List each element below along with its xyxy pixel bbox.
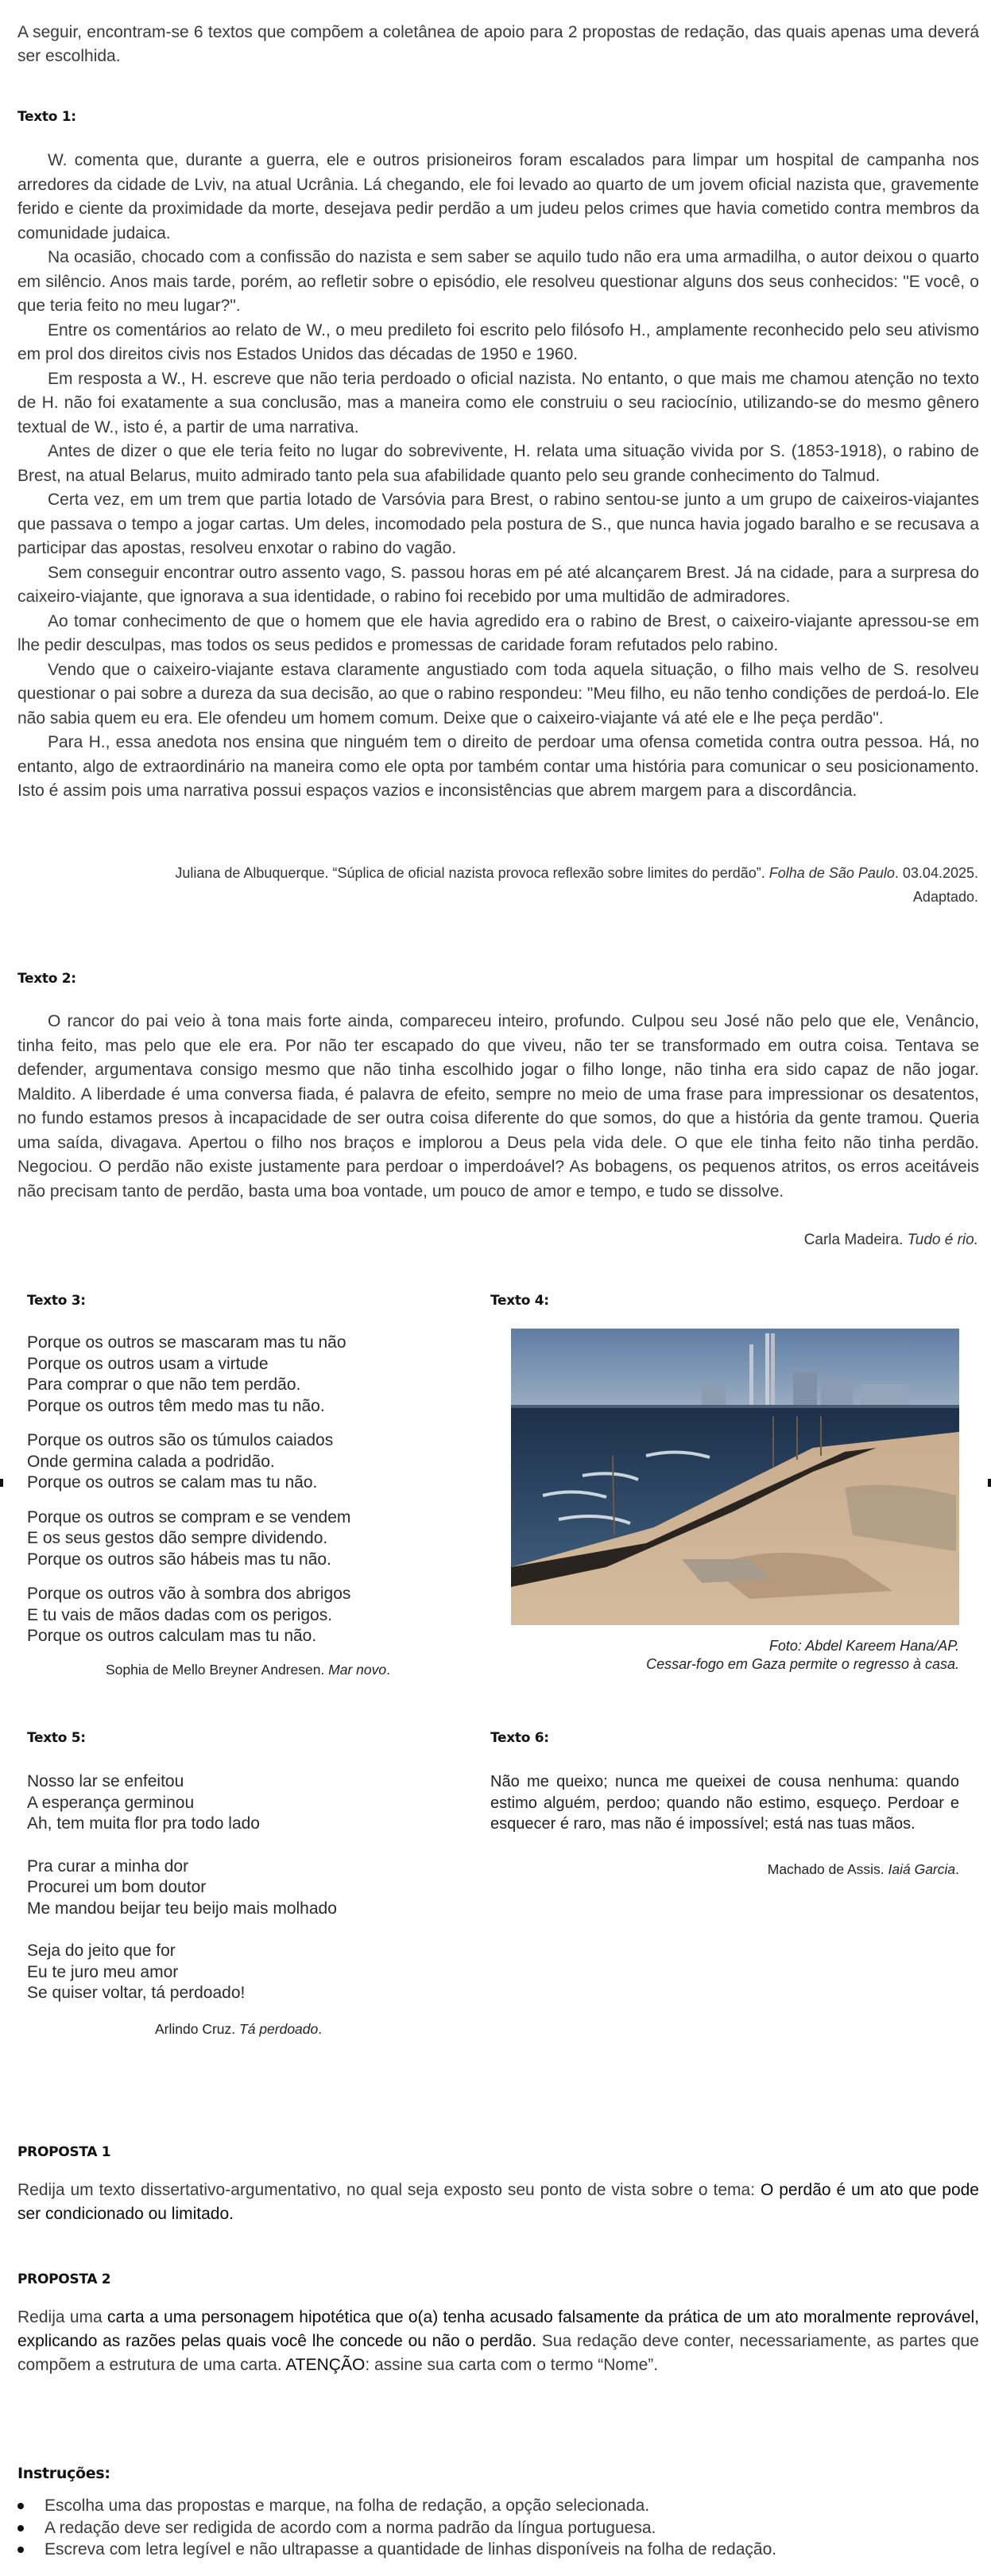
instrucoes-item-text: Escolha uma das propostas e marque, na folha de redação, a opção selecionada. [45, 2496, 650, 2515]
gaza-photo [511, 1329, 959, 1625]
proposta2-task: carta a uma personagem hipotética que o(a) tenha acusado falsamente da prática de um ato moralmente reprovável, explicando as razões pelas quais você lhe concede ou não o perdão. [17, 2308, 979, 2350]
texto2-source-author: Carla Madeira. [803, 1232, 908, 1248]
texto1-paragraph: Antes de dizer o que ele teria feito no lugar do sobrevivente, H. relata uma situação vivida por S. (1853-1918), o rabino de Brest, na atual Belarus, muito admirado tanto pela sua afabilidade quanto pelo seu grande conhecimento do Talmud. [17, 442, 979, 485]
poem-line: Porque os outros usam a virtude [27, 1354, 269, 1373]
texto3-source-author: Sophia de Mello Breyner Andresen. [106, 1662, 329, 1678]
texto6-source-end: . [955, 1861, 959, 1877]
texto1-paragraph: Entre os comentários ao relato de W., o meu predileto foi escrito pelo filósofo H., amplamente reconhecido pelo seu ativismo em prol dos direitos civis nos Estados Unidos das décadas de 1950 e 1960. [17, 320, 979, 363]
texto3-source [106, 1662, 390, 1678]
poem-line: Ah, tem muita flor pra todo lado [27, 1814, 260, 1833]
poem-line: Porque os outros se compram e se vendem [27, 1507, 351, 1527]
bullet-icon [17, 2547, 24, 2553]
texto4-heading: Texto 4: [490, 1293, 549, 1309]
texto4-caption [514, 1637, 959, 1674]
poem-line: Onde germina calada a podridão. [27, 1452, 275, 1471]
texto6-heading: Texto 6: [490, 1730, 549, 1746]
proposta2-part2: Sua redação deve conter, necessariamente, as partes que compõem a estrutura de uma carta. [17, 2332, 979, 2374]
texto1-source-publication: Folha de São Paulo [768, 865, 895, 881]
intro-text: A seguir, encontram-se 6 textos que compõem a coletânea de apoio para 2 propostas de redação, das quais apenas uma deverá ser escolhida. [17, 23, 979, 65]
poem-line: E os seus gestos dão sempre dividendo. [27, 1529, 328, 1547]
texto1-body [17, 149, 979, 804]
texto6-source [768, 1861, 959, 1878]
texto1-paragraph: Na ocasião, chocado com a confissão do nazista e sem saber se aquilo tudo não era uma armadilha, o autor deixou o quarto em silêncio. Anos mais tarde, porém, ao refletir sobre o episódio, ele resolveu questionar alguns dos seus conhecidos: "E você, o que teria feito no meu lugar?". [17, 248, 979, 315]
poem-line: Eu te juro meu amor [27, 1962, 179, 1981]
instrucoes-item [17, 2495, 776, 2517]
texto3-source-end: . [386, 1662, 390, 1678]
texto4-photo-credit: Foto: Abdel Kareem Hana/AP. [768, 1638, 959, 1654]
poem-line: Nosso lar se enfeitou [27, 1772, 184, 1790]
proposta2-heading: PROPOSTA 2 [17, 2271, 111, 2287]
poem-line: Porque os outros vão à sombra dos abrigos [27, 1585, 351, 1603]
proposta2-part3: : assine sua carta com o termo “Nome”. [365, 2356, 659, 2374]
texto3-source-work: Mar novo [328, 1662, 387, 1678]
texto1-paragraph: Para H., essa anedota nos ensina que ninguém tem o direito de perdoar uma ofensa cometida contra outra pessoa. Há, no entanto, algo de extraordinário na maneira como ele opta por também contar uma história para comunicar o seu posicionamento. Isto é assim pois uma narrativa possui espaços vazios e inconsistências que abrem margem para a discordância. [17, 733, 979, 800]
texto2-paragraph: O rancor do pai veio à tona mais forte ainda, compareceu inteiro, profundo. Culpou seu José não pelo que ele, Venâncio, tinha feito, mas pelo que ele era. Por não ter escapado do que viveu, não ter se transformado em outra coisa. Tentava se defender, argumentava consigo mesmo que não tinha escolhido jogar o filho longe, não tinha era sido capaz de não jogar. Maldito. A liberdade é uma conversa fiada, é palavra de efeito, sempre no meio de uma frase para impressionar os desatentos, no fundo estamos presos à incapacidade de ser outra coisa diferente do que somos, do que a história da gente tramou. Queria uma saída, divagava. Apertou o filho nos braços e implorou a Deus pela vida dele. O que ele tinha feito não tinha perdão. Negociou. O perdão não existe justamente para perdoar o imperdoável? As bobagens, os pequenos atritos, os erros aceitáveis não precisam tanto de perdão, basta uma boa vontade, um pouco de amor e tempo, e tudo se dissolve. [17, 1012, 979, 1201]
texto1-paragraph: Em resposta a W., H. escreve que não teria perdoado o oficial nazista. No entanto, o que mais me chamou atenção no texto de H. não foi exatamente a sua conclusão, mas a maneira como ele construiu o seu raciocínio, utilizando-se do mesmo gênero textual de W., isto é, a partir de uma narrativa. [17, 369, 979, 436]
texto3-poem [27, 1333, 350, 1661]
instrucoes-item [17, 2517, 776, 2539]
texto5-source-end: . [318, 2021, 323, 2037]
texto3-heading: Texto 3: [27, 1293, 86, 1309]
proposta1-heading: PROPOSTA 1 [17, 2144, 111, 2160]
page-edge-mark [988, 1479, 991, 1487]
poem-line: Me mandou beijar teu beijo mais molhado [27, 1899, 337, 1918]
poem-stanza [27, 1584, 350, 1647]
poem-line: Porque os outros são hábeis mas tu não. [27, 1550, 331, 1569]
texto1-source-note: Adaptado. [912, 889, 978, 905]
poem-line: A esperança germinou [27, 1793, 195, 1812]
poem-line: Porque os outros se calam mas tu não. [27, 1473, 318, 1492]
texto1-paragraph: Vendo que o caixeiro-viajante estava claramente angustiado com toda aquela situação, o filho mais velho de S. resolveu questionar o pai sobre a dureza da sua decisão, ao que o rabino respondeu: "Meu filho, eu não tenho condições de perdoá-lo. Ele não sabia quem eu era. Ele ofendeu um homem comum. Deixe que o caixeiro-viajante vá até ele e lhe peça perdão". [17, 660, 979, 727]
poem-stanza [27, 1333, 350, 1417]
proposta1-theme: O perdão é um ato que pode ser condicionado ou limitado. [17, 2181, 979, 2223]
texto2-heading: Texto 2: [17, 971, 76, 987]
instrucoes-item-text: A redação deve ser redigida de acordo com a norma padrão da língua portuguesa. [45, 2518, 656, 2537]
texto1-paragraph: Certa vez, em um trem que partia lotado de Varsóvia para Brest, o rabino sentou-se junto a um grupo de caixeiros-viajantes que passava o tempo a jogar cartas. Um deles, incomodado pela postura de S., que nunca havia jogado baralho e se recusava a participar das apostas, resolveu enxotar o rabino do vagão. [17, 491, 979, 557]
poem-line: Porque os outros calculam mas tu não. [27, 1627, 317, 1645]
texto1-source-date: . 03.04.2025. [894, 865, 978, 881]
instrucoes-item-text: Escreva com letra legível e não ultrapasse a quantidade de linhas disponíveis na folha de redação. [45, 2540, 777, 2559]
poem-line: Se quiser voltar, tá perdoado! [27, 1984, 246, 2002]
poem-line: Porque os outros têm medo mas tu não. [27, 1396, 325, 1415]
texto1-source-author: Juliana de Albuquerque. “Súplica de oficial nazista provoca reflexão sobre limites do perdão”. [175, 865, 769, 881]
poem-stanza [27, 1771, 337, 1835]
texto1-paragraph: Ao tomar conhecimento de que o homem que ele havia agredido era o rabino de Brest, o caixeiro-viajante apressou-se em lhe pedir desculpas, mas todos os seus pedidos e promessas de caridade foram refutados pelo rabino. [17, 611, 979, 654]
poem-line: Seja do jeito que for [27, 1942, 176, 1960]
poem-line: Pra curar a minha dor [27, 1856, 189, 1876]
page-edge-mark [0, 1479, 3, 1487]
texto2-body [17, 1010, 979, 1204]
texto1-heading: Texto 1: [17, 109, 76, 125]
proposta2-text [17, 2306, 979, 2377]
poem-line: Procurei um bom doutor [27, 1878, 207, 1896]
texto1-paragraph: W. comenta que, durante a guerra, ele e outros prisioneiros foram escalados para limpar um hospital de campanha nos arredores da cidade de Lviv, na atual Ucrânia. Lá chegando, ele foi levado ao quarto de um jovem oficial nazista que, gravemente ferido e ciente da proximidade da morte, desejava pedir perdão a um judeu pelos crimes que havia cometido contra membros da comunidade judaica. [17, 151, 979, 242]
texto6-body: Não me queixo; nunca me queixei de cousa nenhuma: quando estimo alguém, perdoo; quando não estimo, esqueço. Perdoar e esquecer é raro, mas não é impossível; está nas tuas mãos. [490, 1773, 959, 1833]
proposta2-attention: ATENÇÃO [285, 2356, 366, 2374]
poem-stanza [27, 1430, 350, 1494]
instrucoes-list [17, 2495, 776, 2561]
instrucoes-item [17, 2539, 776, 2561]
poem-line: Porque os outros se mascaram mas tu não [27, 1333, 346, 1352]
proposta2-part1: Redija uma [17, 2308, 108, 2326]
gaza-photo-illustration [511, 1329, 959, 1625]
bullet-icon [17, 2503, 24, 2509]
poem-line: Para comprar o que não tem perdão. [27, 1375, 301, 1394]
texto2-source [64, 1228, 978, 1252]
texto5-source [155, 2021, 322, 2038]
poem-stanza [27, 1856, 337, 1920]
poem-stanza [27, 1507, 350, 1571]
proposta1-instruction: Redija um texto dissertativo-argumentativo, no qual seja exposto seu ponto de vista sobre o tema: [17, 2181, 761, 2199]
texto5-poem [27, 1771, 337, 2018]
texto6-source-author: Machado de Assis. [767, 1861, 888, 1877]
texto5-heading: Texto 5: [27, 1730, 86, 1746]
texto1-paragraph: Sem conseguir encontrar outro assento vago, S. passou horas em pé até alcançarem Brest. Já na cidade, para a surpresa do caixeiro-viajante, que ignorava a sua identidade, o rabino foi recebido por uma multidão de admiradores. [17, 563, 979, 606]
texto5-source-author: Arlindo Cruz. [155, 2021, 240, 2037]
texto2-source-work: Tudo é rio. [907, 1232, 978, 1248]
poem-line: Porque os outros são os túmulos caiados [27, 1431, 334, 1449]
bullet-icon [17, 2525, 24, 2531]
poem-line: E tu vais de mãos dadas com os perigos. [27, 1605, 333, 1624]
texto6-source-work: Iaiá Garcia [888, 1861, 956, 1877]
poem-stanza [27, 1941, 337, 2004]
texto1-source [64, 861, 978, 909]
proposta1-text [17, 2178, 979, 2226]
texto5-source-work: Tá perdoado [239, 2021, 319, 2037]
texto4-photo-caption: Cessar-fogo em Gaza permite o regresso à casa. [646, 1656, 959, 1672]
instrucoes-heading: Instruções: [17, 2465, 110, 2482]
